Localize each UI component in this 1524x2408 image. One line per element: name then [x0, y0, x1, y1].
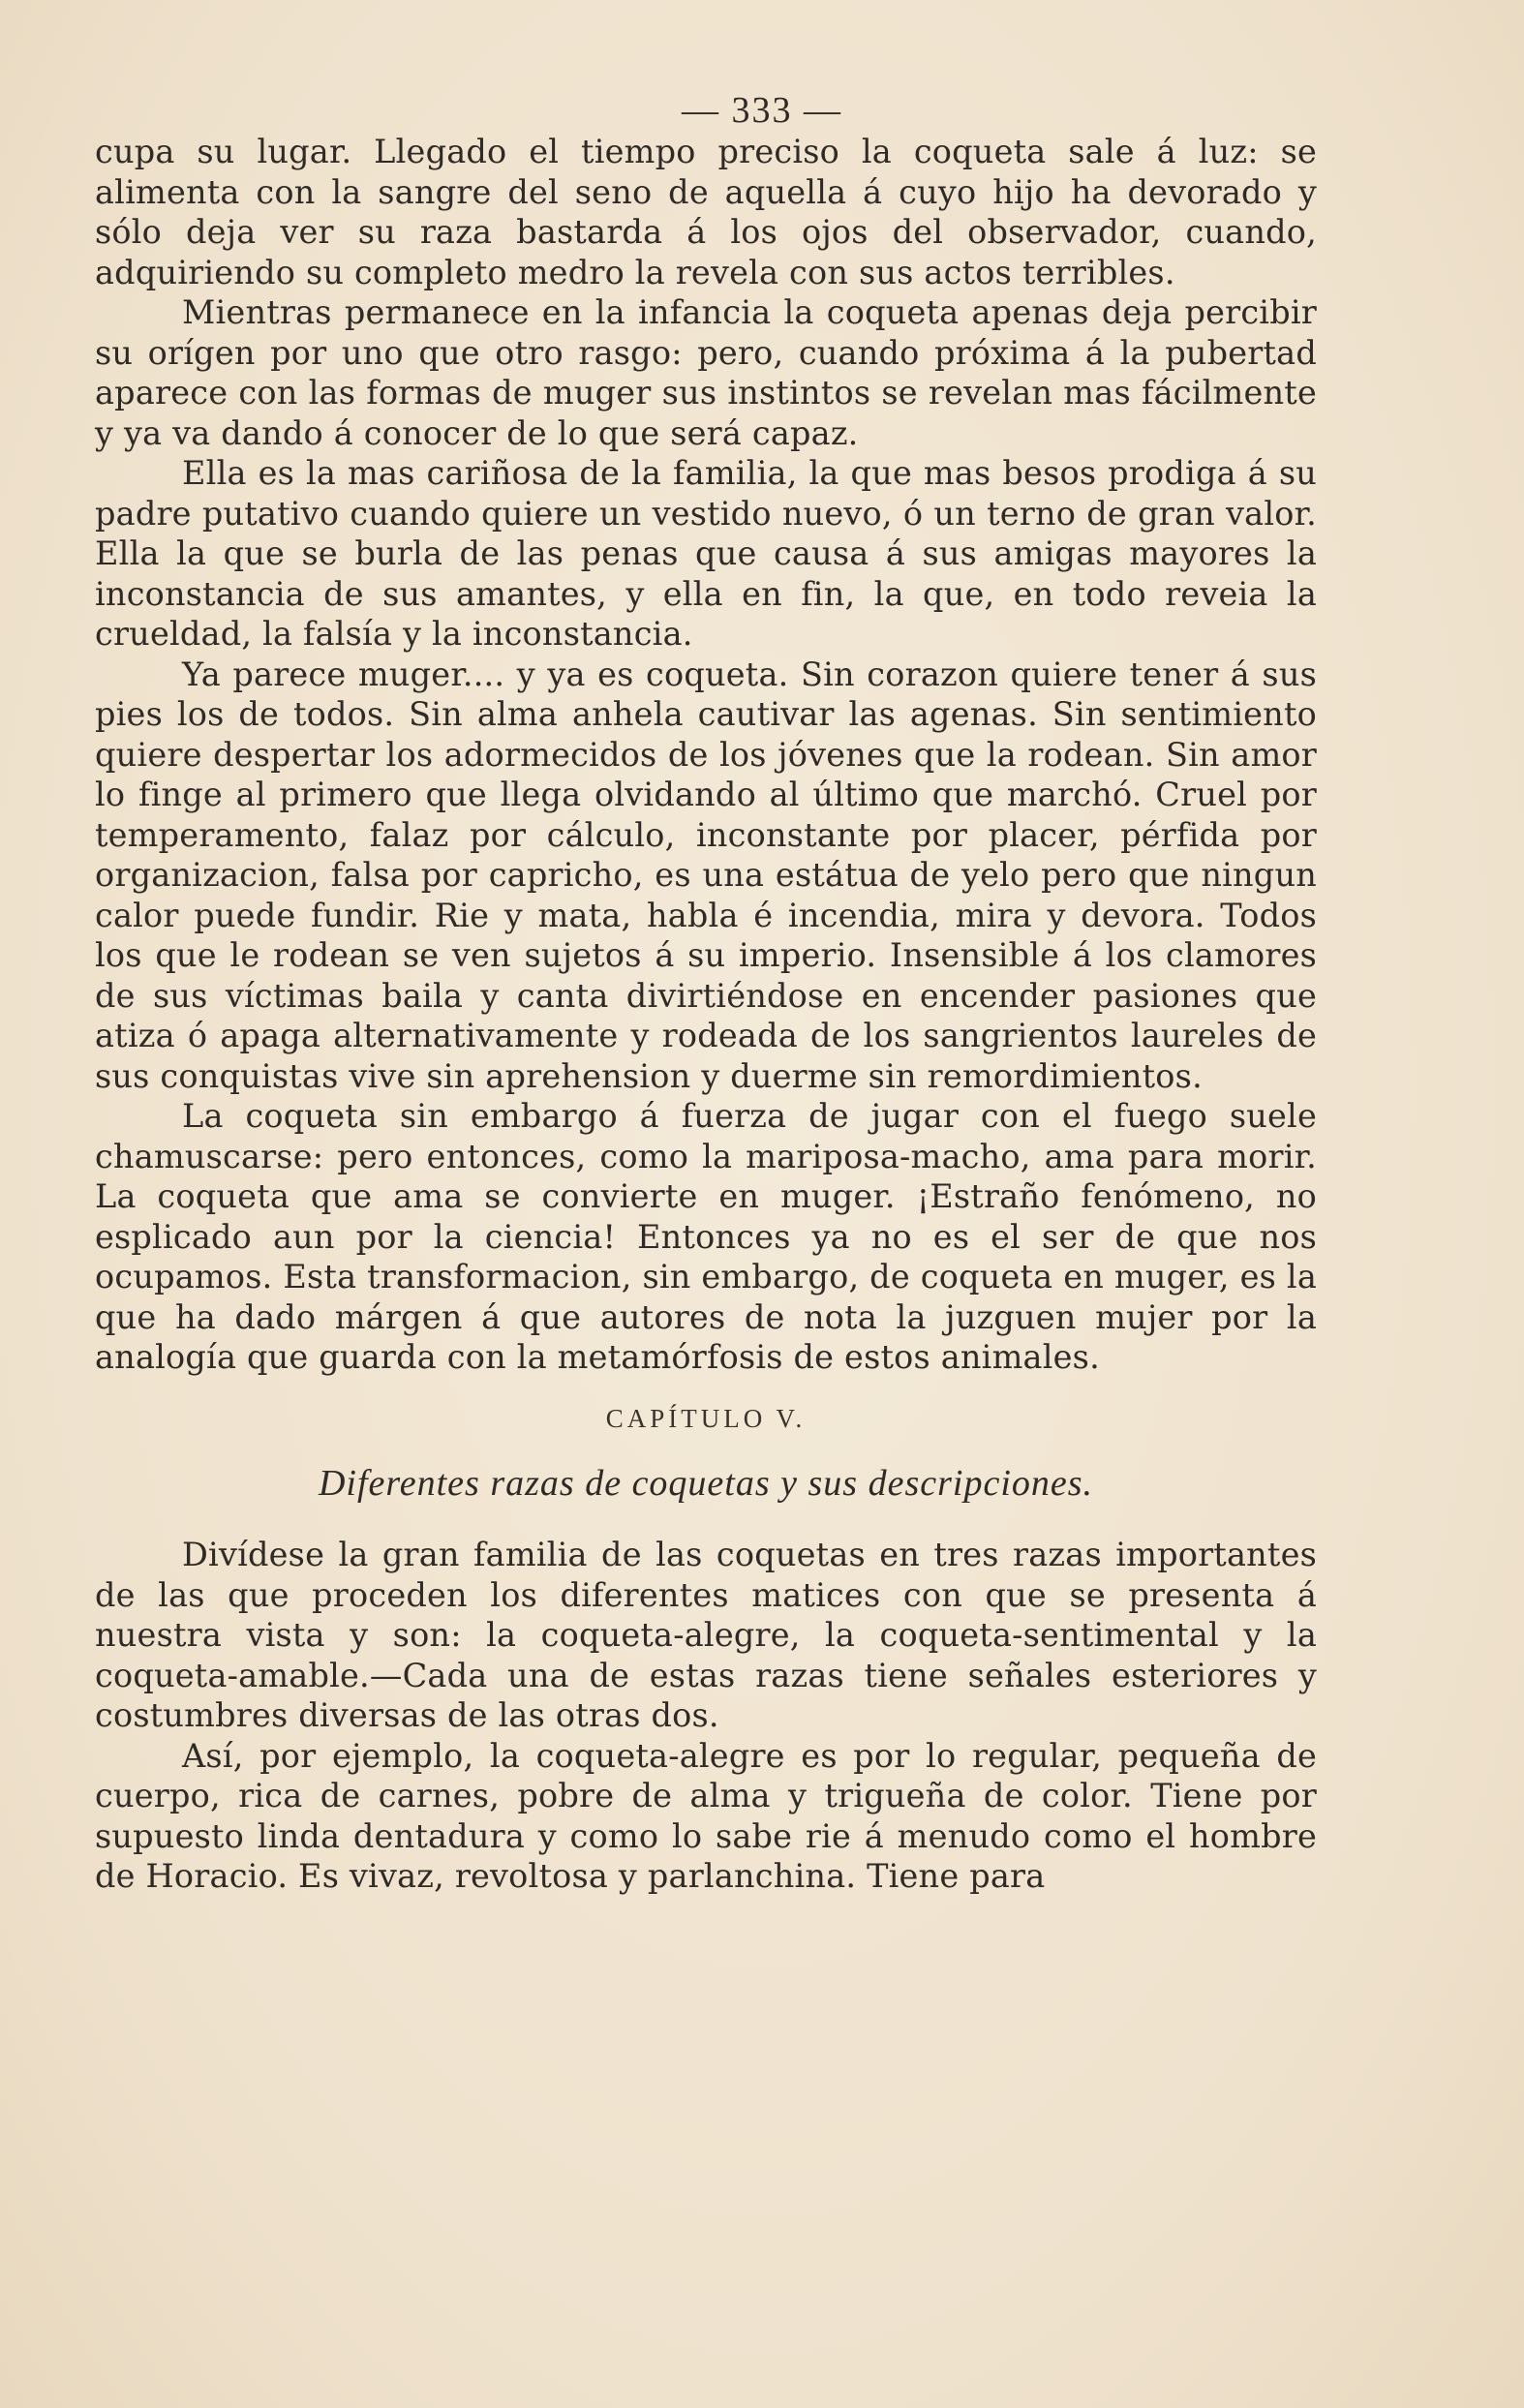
chapter-heading: CAPÍTULO V.: [605, 1404, 807, 1433]
paragraph-6: Divídese la gran familia de las coquetas en tres razas importantes de las que proceden los diferentes matices con que se presenta á nuestra vista y son: la coqueta-alegre, la coqueta-sentimental y la coqueta-amable.—Cada una de estas razas tiene señales esteriores y costumbres diversas de las otras dos.: [95, 1536, 1317, 1734]
paragraph-1: cupa su lugar. Llegado el tiempo preciso la coqueta sale á luz: se alimenta con la sangre del seno de aquella á cuyo hijo ha devorado y sólo deja ver su raza bastarda á los ojos del observador, cuando, adquiriendo su completo medro la revela con sus actos terribles.: [95, 133, 1317, 291]
chapter-subtitle-wrap: [95, 1459, 1317, 1508]
chapter-heading-wrap: [95, 1399, 1317, 1438]
page-number: — 333 —: [682, 90, 842, 131]
chapter-subtitle: Diferentes razas de coquetas y sus descripciones.: [318, 1463, 1094, 1504]
body-text-bottom: [95, 1535, 1317, 1897]
paragraph-3: Ella es la mas cariñosa de la familia, la que mas besos prodiga á su padre putativo cuando quiere un vestido nuevo, ó un terno de gran valor. Ella la que se burla de las penas que causa á sus amigas mayores la inconstancia de sus amantes, y ella en fin, la que, en todo reveia la crueldad, la falsía y la inconstancia.: [95, 454, 1317, 653]
paragraph-7: Así, por ejemplo, la coqueta-alegre es por lo regular, pequeña de cuerpo, rica de carnes, pobre de alma y trigueña de color. Tiene por supuesto linda dentadura y como lo sabe rie á menudo como el hombre de Horacio. Es vivaz, revoltosa y parlanchina. Tiene para: [95, 1736, 1317, 1895]
paragraph-5: La coqueta sin embargo á fuerza de jugar con el fuego suele chamuscarse: pero entonces, como la mariposa-macho, ama para morir. La coqueta que ama se convierte en muger. ¡Estraño fenómeno, no esplicado aun por la ciencia! Entonces ya no es el ser de que nos ocupamos. Esta transformacion, sin embargo, de coqueta en muger, es la que ha dado márgen á que autores de nota la juzguen mujer por la analogía que guarda con la metamórfosis de estos animales.: [95, 1097, 1317, 1376]
paragraph-4: Ya parece muger.... y ya es coqueta. Sin corazon quiere tener á sus pies los de todos. Sin alma anhela cautivar las agenas. Sin sentimiento quiere despertar los adormecidos de los jóvenes que la rodean. Sin amor lo finge al primero que llega olvidando al último que marchó. Cruel por temperamento, falaz por cálculo, inconstante por placer, pérfida por organizacion, falsa por capricho, es una estátua de yelo pero que ningun calor puede fundir. Rie y mata, habla é incendia, mira y devora. Todos los que le rodean se ven sujetos á su imperio. Insensible á los clamores de sus víctimas baila y canta divirtiéndose en encender pasiones que atiza ó apaga alternativamente y rodeada de los sangrientos laureles de sus conquistas vive sin aprehension y duerme sin remordimientos.: [95, 655, 1317, 1095]
body-text-top: [95, 132, 1317, 1378]
paragraph-2: Mientras permanece en la infancia la coqueta apenas deja percibir su orígen por uno que otro rasgo: pero, cuando próxima á la pubertad aparece con las formas de muger sus instintos se revelan mas fácilmente y ya va dando á conocer de lo que será capaz.: [95, 293, 1317, 452]
